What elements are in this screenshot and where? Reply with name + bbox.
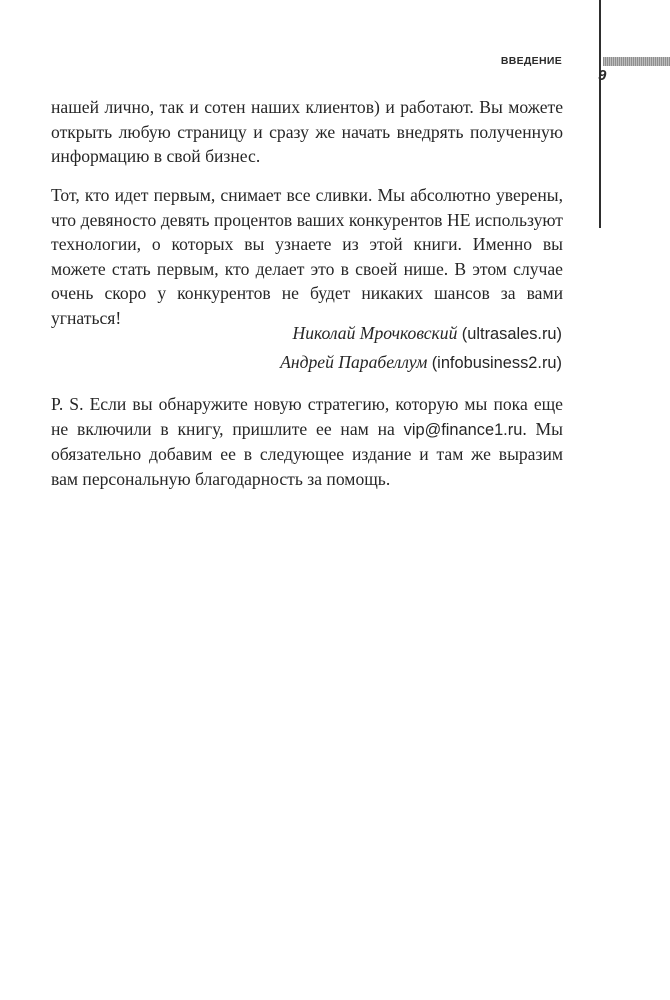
postscript-text-start: P. S. Если вы обнаружите новую стратегию, которую мы пока еще не включили в книгу, пришлите ее нам на — [51, 394, 563, 439]
page-number: 9 — [598, 67, 607, 84]
body-text-top — [51, 95, 563, 169]
author-name: Андрей Парабеллум — [280, 351, 428, 372]
postscript-paragraph — [51, 392, 563, 491]
postscript — [51, 392, 563, 491]
author-site: (infobusiness2.ru) — [431, 353, 562, 372]
signature-block — [51, 320, 562, 377]
body-text-middle — [51, 183, 563, 331]
running-head: ВВЕДЕНИЕ — [500, 55, 562, 67]
chapter-tab-marker — [603, 57, 670, 66]
signature-line — [51, 349, 562, 378]
author-name: Николай Мрочковский — [292, 323, 458, 343]
margin-rule — [599, 0, 601, 228]
signature-line — [51, 320, 562, 349]
paragraph-2: Тот, кто идет первым, снимает все сливки. Мы абсолютно уверены, что девяносто девять процентов ваших конкурентов НЕ используют технологии, о которых вы узнаете из этой книги. Именно вы можете стать первым, кто делает это в своей нише. В этом случае очень скоро у конкурентов не будет никаких шансов за вами угнаться! — [51, 185, 563, 328]
paragraph-1: нашей лично, так и сотен наших клиентов) и работают. Вы можете открыть любую страницу и сразу же начать внедрять полученную информацию в свой бизнес. — [51, 97, 563, 167]
contact-email: vip@finance1.ru — [403, 420, 523, 439]
author-site: (ultrasales.ru) — [461, 325, 562, 343]
postscript-text-end: . Мы обязательно добавим ее в следующее издание и там же выразим вам персональную благодарность за помощь. — [51, 418, 563, 489]
